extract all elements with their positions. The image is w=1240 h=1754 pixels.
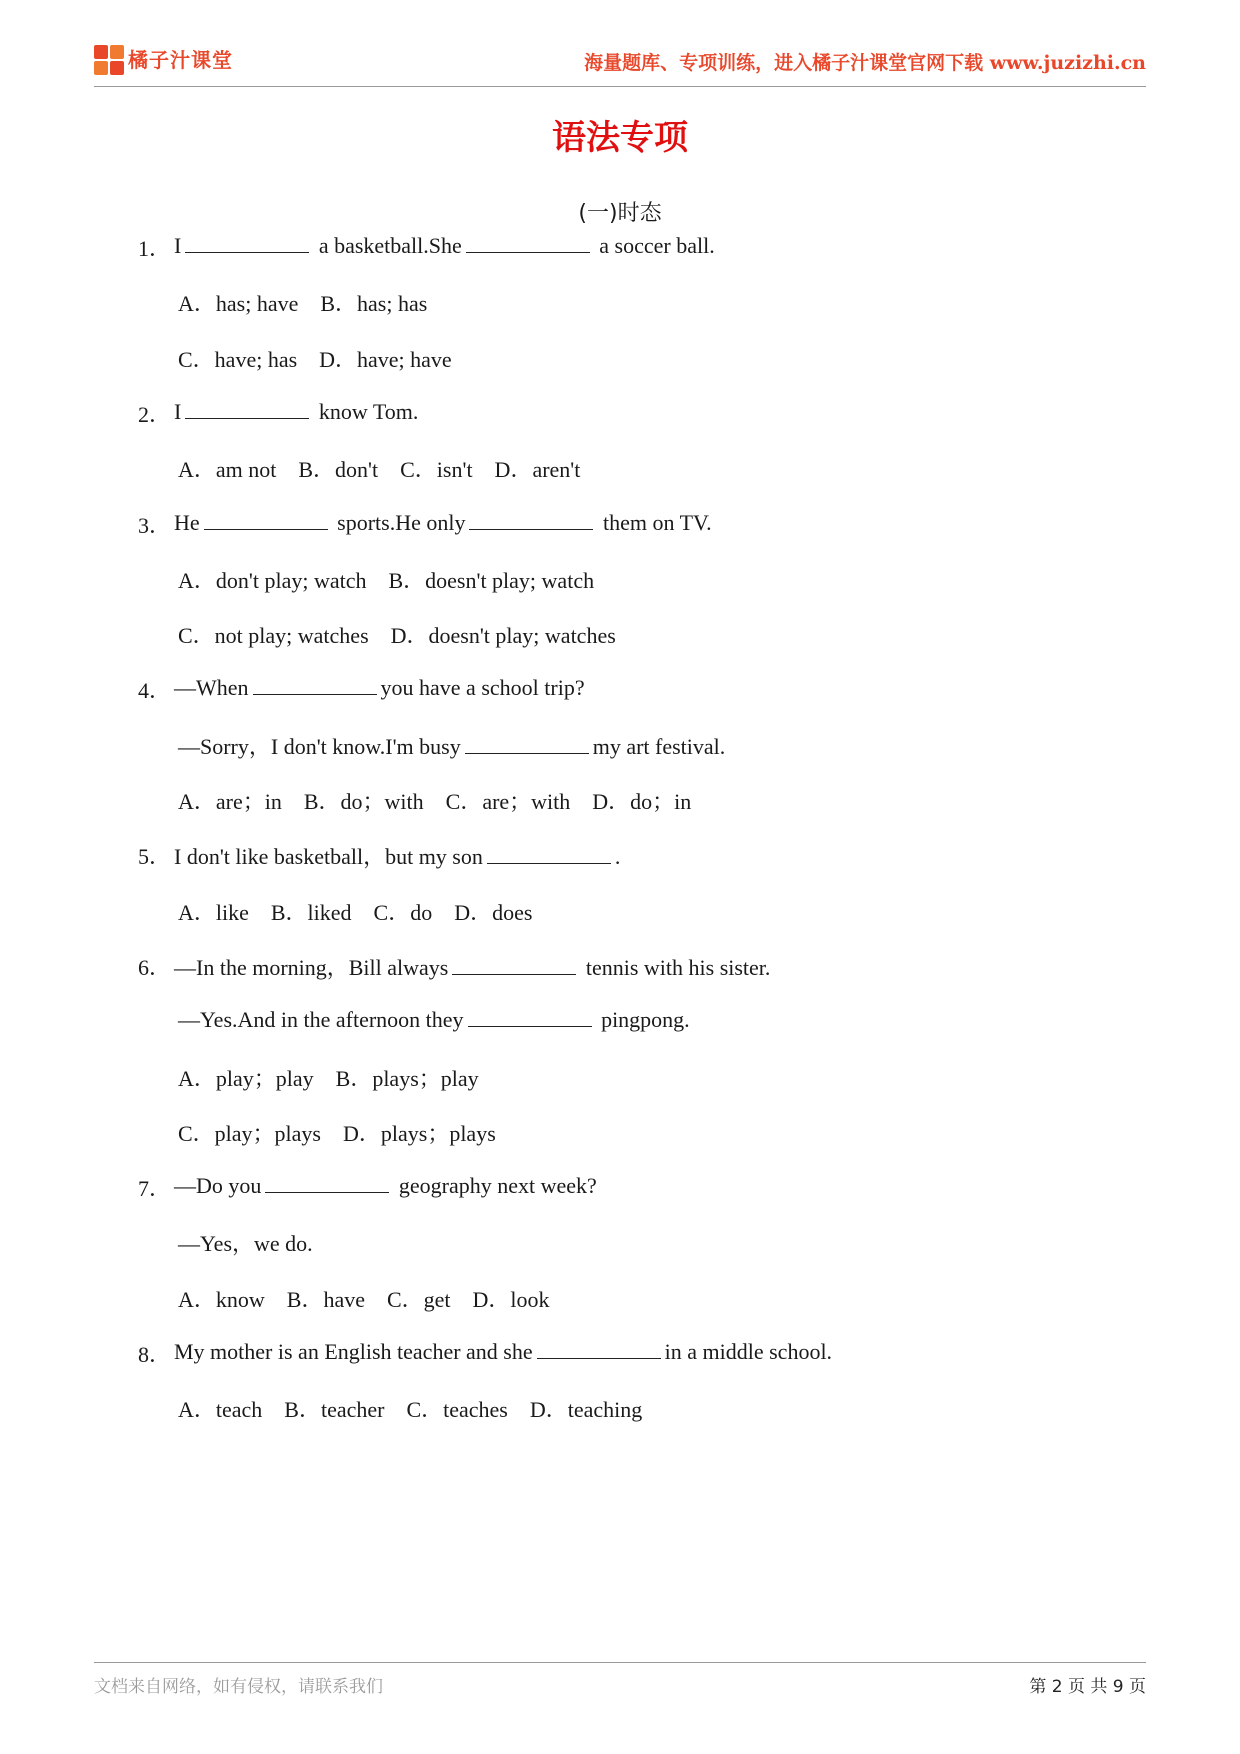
question-text-segment: my art festival. bbox=[592, 733, 726, 759]
question-number: 7． bbox=[138, 1176, 172, 1202]
question-number: 6． bbox=[138, 954, 172, 980]
question-number: 4． bbox=[138, 678, 172, 704]
question-text bbox=[174, 674, 585, 701]
answer-options: A．has; have B．has; has bbox=[178, 291, 428, 317]
answer-options: C．play；plays D．plays；plays bbox=[178, 1120, 496, 1146]
question-text-segment: in a middle school. bbox=[664, 1339, 833, 1364]
question-text bbox=[178, 730, 725, 761]
answer-blank[interactable] bbox=[452, 954, 576, 975]
question-text bbox=[174, 840, 620, 871]
question-text-segment: . bbox=[614, 844, 621, 870]
answer-options: A．like B．liked C．do D．does bbox=[178, 899, 533, 925]
question-text-segment: —Yes.And in the afternoon they bbox=[178, 1007, 464, 1033]
question-text-segment: tennis with his sister. bbox=[580, 954, 771, 980]
logo-text: 橘子汁课堂 bbox=[128, 48, 233, 72]
question-text bbox=[174, 1172, 597, 1199]
question-text-segment: —Yes，we do. bbox=[178, 1231, 313, 1257]
answer-options: A．teach B．teacher C．teaches D．teaching bbox=[178, 1397, 643, 1423]
answer-options: A．am not B．don't C．isn't D．aren't bbox=[178, 457, 581, 483]
question-text-segment: My mother is an English teacher and she bbox=[174, 1339, 533, 1364]
answer-blank[interactable] bbox=[204, 509, 328, 530]
answer-options: C．not play; watches D．doesn't play; watches bbox=[178, 623, 616, 649]
question-text bbox=[174, 398, 418, 425]
question-text bbox=[174, 951, 770, 982]
answer-blank[interactable] bbox=[265, 1172, 389, 1193]
question-text-segment: —Sorry，I don't know.I'm busy bbox=[178, 733, 461, 759]
answer-blank[interactable] bbox=[487, 843, 611, 864]
page-number: 第 2 页 共 9 页 bbox=[1029, 1677, 1146, 1697]
question-text-segment: sports.He only bbox=[331, 509, 466, 535]
footer-divider bbox=[94, 1662, 1146, 1663]
answer-blank[interactable] bbox=[185, 232, 309, 253]
question-number: 8． bbox=[138, 1342, 172, 1367]
question-text bbox=[178, 1227, 313, 1258]
answer-blank[interactable] bbox=[537, 1338, 661, 1359]
logo bbox=[94, 44, 233, 73]
question-number: 3． bbox=[138, 512, 172, 538]
answer-blank[interactable] bbox=[185, 398, 309, 419]
question-text bbox=[174, 509, 712, 536]
question-number: 1． bbox=[138, 236, 172, 261]
answer-options: A．play；play B．plays；play bbox=[178, 1065, 479, 1091]
answer-blank[interactable] bbox=[465, 733, 589, 754]
question-text-segment: a basketball.She bbox=[313, 233, 462, 258]
answer-options: A．are；in B．do；with C．are；with D．do；in bbox=[178, 789, 692, 814]
page-header bbox=[94, 40, 1146, 86]
question-text-segment: them on TV. bbox=[597, 509, 712, 535]
answer-blank[interactable] bbox=[466, 232, 590, 253]
section-heading: (一)时态 bbox=[578, 201, 662, 226]
question-text-segment: a soccer ball. bbox=[593, 233, 715, 258]
question-text-segment: you have a school trip? bbox=[380, 675, 585, 701]
question-text-segment: pingpong. bbox=[595, 1007, 690, 1033]
answer-options: C．have; has D．have; have bbox=[178, 346, 452, 372]
question-number: 5． bbox=[138, 844, 172, 870]
page-title: 语法专项 bbox=[552, 118, 688, 158]
question-text-segment: I bbox=[174, 233, 182, 258]
question-text-segment: I bbox=[174, 398, 182, 424]
question-text bbox=[174, 1338, 832, 1365]
question-text bbox=[178, 1006, 690, 1033]
answer-blank[interactable] bbox=[469, 509, 593, 530]
question-text-segment: He bbox=[174, 509, 200, 535]
question-text-segment: —Do you bbox=[174, 1173, 262, 1199]
question-number: 2． bbox=[138, 401, 172, 427]
question-text-segment: —When bbox=[174, 675, 249, 701]
answer-options: A．don't play; watch B．doesn't play; watch bbox=[178, 567, 595, 593]
answer-blank[interactable] bbox=[253, 674, 377, 695]
question-text-segment: —In the morning，Bill always bbox=[174, 954, 449, 980]
question-text-segment: geography next week? bbox=[393, 1173, 597, 1199]
question-text bbox=[174, 232, 715, 259]
answer-options: A．know B．have C．get D．look bbox=[178, 1286, 550, 1312]
footer-disclaimer: 文档来自网络，如有侵权，请联系我们 bbox=[94, 1677, 383, 1697]
header-slogan: 海量题库、专项训练，进入橘子汁课堂官网下载 www.juzizhi.cn bbox=[584, 52, 1146, 74]
question-text-segment: know Tom. bbox=[313, 398, 419, 424]
header-divider bbox=[94, 86, 1146, 87]
logo-icon bbox=[94, 45, 122, 73]
answer-blank[interactable] bbox=[468, 1006, 592, 1027]
question-text-segment: I don't like basketball，but my son bbox=[174, 844, 483, 870]
